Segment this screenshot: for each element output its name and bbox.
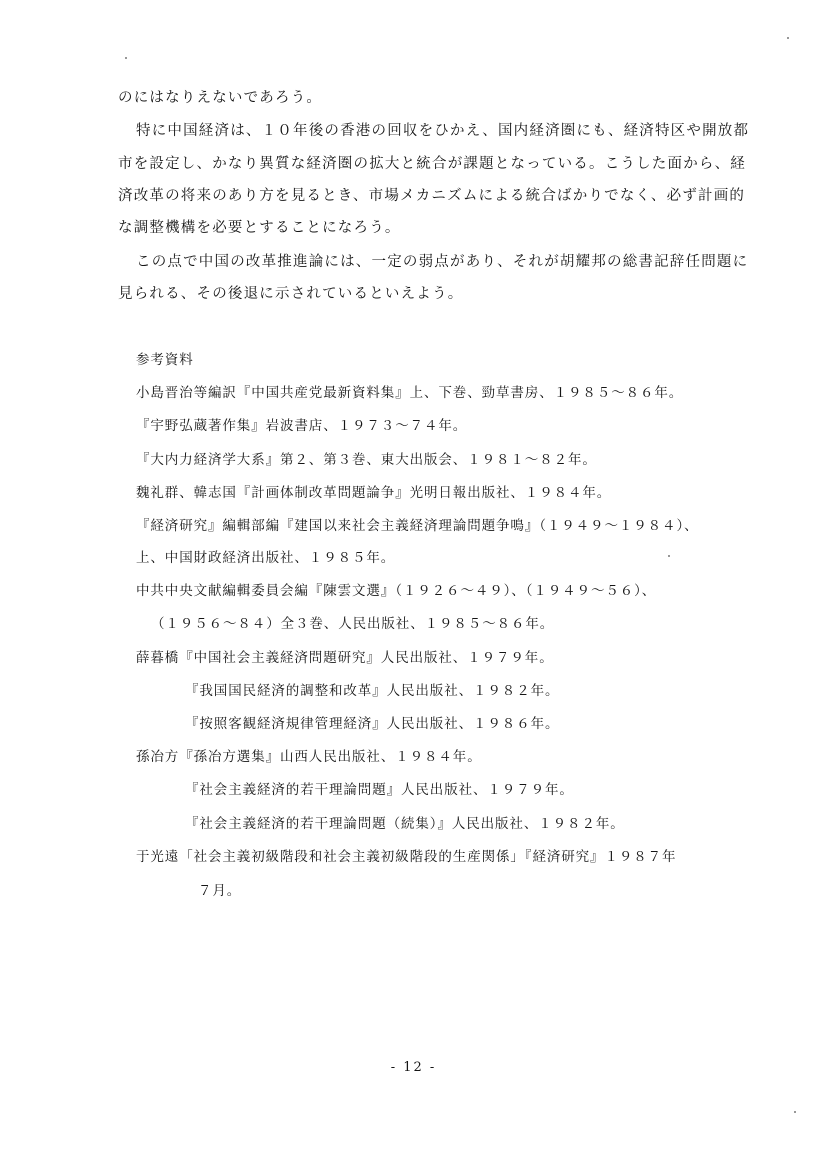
reference-entry: 魏礼群、韓志国『計画体制改革問題論争』光明日報出版社、１９８４年。 bbox=[136, 485, 612, 501]
reference-entry: 薛暮橋『中国社会主義経済問題研究』人民出版社、１９７９年。 bbox=[136, 650, 554, 666]
reference-entry: 『社会主義経済的若干理論問題（続集）』人民出版社、１９８２年。 bbox=[185, 816, 625, 832]
body-line: 済改革の将来のあり方を見るとき、市場メカニズムによる統合ばかりでなく、必ず計画的 bbox=[118, 188, 746, 204]
body-line: 市を設定し、かなり異質な経済圏の拡大と統合が課題となっている。こうした面から、経 bbox=[118, 156, 746, 172]
reference-entry: 『経済研究』編輯部編『建国以来社会主義経済理論問題争鳴』（１９４９～１９８４）、 bbox=[136, 518, 699, 534]
body-line: この点で中国の改革推進論には、一定の弱点があり、それが胡耀邦の総書記辞任問題に bbox=[136, 254, 749, 270]
reference-entry: 『社会主義経済的若干理論問題』人民出版社、１９７９年。 bbox=[185, 782, 574, 798]
body-line: 特に中国経済は、１０年後の香港の回収をひかえ、国内経済圏にも、経済特区や開放都 bbox=[136, 123, 750, 139]
body-line: のにはなりえないであろう。 bbox=[118, 90, 323, 106]
references-heading: 参考資料 bbox=[136, 352, 194, 368]
scan-speck bbox=[125, 57, 127, 59]
body-line: な調整機構を必要とすることになろう。 bbox=[118, 220, 401, 236]
reference-entry-continuation: 上、中国財政経済出版社、１９８５年。 bbox=[136, 550, 396, 566]
reference-entry: 孫冶方『孫冶方選集』山西人民出版社、１９８４年。 bbox=[136, 749, 482, 765]
page-number: - 12 - bbox=[390, 1060, 437, 1075]
scan-speck bbox=[668, 555, 670, 557]
reference-entry: 『大内力経済学大系』第２、第３巻、東大出版会、１９８１～８２年。 bbox=[136, 452, 597, 468]
scan-speck bbox=[794, 1111, 796, 1113]
reference-entry-continuation: ７月。 bbox=[198, 883, 242, 899]
reference-entry: 『宇野弘蔵著作集』岩波書店、１９７３～７４年。 bbox=[136, 418, 468, 434]
reference-entry: 于光遠「社会主義初級階段和社会主義初級階段的生産関係」『経済研究』１９８７年 bbox=[136, 849, 677, 865]
reference-entry: 『按照客観経済規律管理経済』人民出版社、１９８６年。 bbox=[185, 716, 560, 732]
reference-entry: 中共中央文献編輯委員会編『陳雲文選』（１９２６～４９）、（１９４９～５６）、 bbox=[136, 583, 657, 599]
reference-entry: 小島晋治等編訳『中国共産党最新資料集』上、下巻、勁草書房、１９８５～８６年。 bbox=[136, 385, 684, 401]
reference-entry-continuation: （１９５６～８４）全３巻、人民出版社、１９８５～８６年。 bbox=[151, 616, 555, 632]
scan-speck bbox=[787, 37, 789, 39]
reference-entry: 『我国国民経済的調整和改革』人民出版社、１９８２年。 bbox=[185, 683, 560, 699]
body-line: 見られる、その後退に示されているといえよう。 bbox=[118, 286, 464, 302]
